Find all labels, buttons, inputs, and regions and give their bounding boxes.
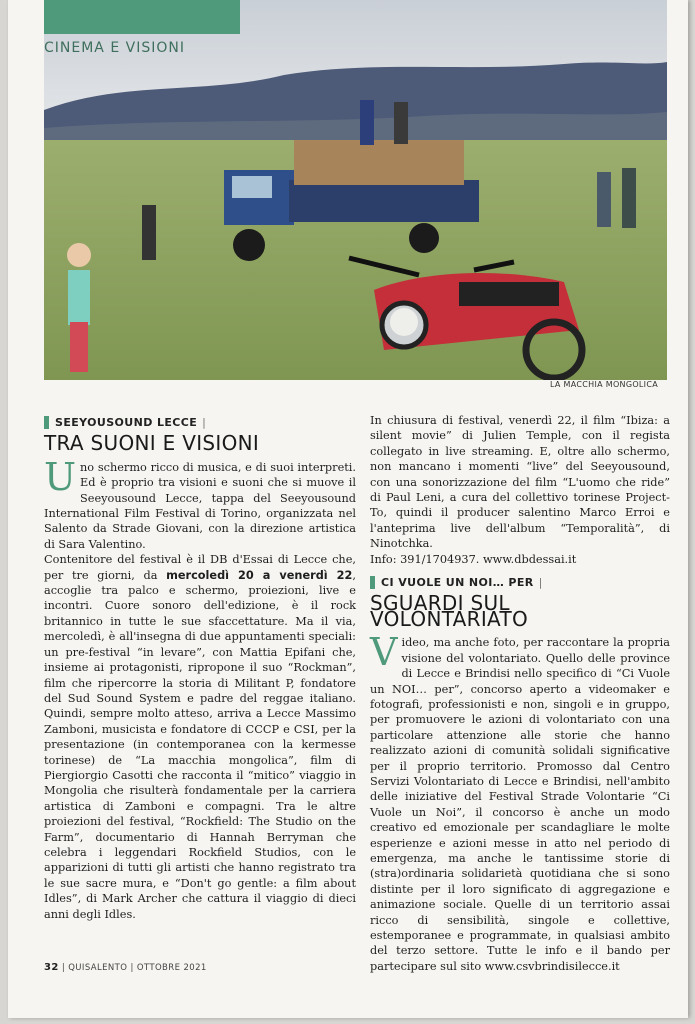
article2-title: SGUARDI SUL VOLONTARIATO <box>370 591 529 631</box>
article2-kicker-text: CI VUOLE UN NOI… PER <box>381 576 534 590</box>
article1-body-b: , accoglie tra palco e schermo, proiezioni, live e incontri. Cuore sonoro dell'edizione, è il rock britannico in tutte le sue sfaccettature. Ma il via, mercoledì, è all'insegna di due appuntamenti speciali: un pre-festival “in levare”, con Mattia Epifani che, insieme ai protagonisti, ripropone il suo “Rockman”, film che ripercorre la storia di Militant P, fondatore del Sud Sound System e padre del reggae italiano. Quindi, sempre molto atteso, arriva a Lecce Massimo Zamboni, musicista e fondatore di CCCP e CSI, per la presentazione (in contemporanea con la kermesse torinese) de “La macchia mongolica”, film di Piergiorgio Casotti che racconta il “mitico” viaggio in Mongolia che risulterà fondamentale per la carriera artistica di Zamboni e compagni. Tra le altre proiezioni del festival, “Rockfield: The Studio on the Farm”, documentario di Hannah Berryman che celebra i leggendari Rockfield Studios, con le apparizioni di tutti gli artisti che hanno registrato tra le sue sacre mura, e “Don't go gentle: a film about Idles”, di Mark Archer che cattura il viaggio di dieci anni degli Idles. <box>44 568 356 921</box>
photo-caption: LA MACCHIA MONGOLICA <box>549 380 658 389</box>
header-accent-bar <box>44 0 240 34</box>
footer-separator: | <box>61 963 69 973</box>
article2-body <box>370 630 670 974</box>
magazine-name: QUISALENTO <box>68 963 128 973</box>
article1-kicker-text: SEEYOUSOUND LECCE <box>55 416 198 429</box>
article2-dropcap: V <box>370 630 398 675</box>
article1-body <box>44 552 356 922</box>
page-number: 32 <box>44 962 59 973</box>
article2-kicker <box>370 575 670 590</box>
article1-continued: In chiusura di festival, venerdì 22, il film “Ibiza: a silent movie” di Julien Temple, con il regista collegato in live streaming. E, oltre allo schermo, non mancano i momenti “live” del Seeyousound, con una sonorizzazione del film “L'uomo che ride” di Paul Leni, a cura del collettivo torinese Project-To, quindi il producer salentino Marco Erroi e l'anteprima live dell'album “Temporalità”, di Ninotchka. <box>370 414 670 551</box>
article2-body-text: ideo, ma anche foto, per raccontare la propria visione del volontariato. Quello delle province di Lecce e Brindisi nello specifico di “Ci Vuole un NOI… per”, concorso aperto a videomaker e fotografi, professionisti e non, singoli e in gruppo, per promuovere le azioni di volontariato con una particolare attenzione alle storie che hanno realizzato azioni di comunità solidali significative per il proprio territorio. Promosso dal Centro Servizi Volontariato di Lecce e Brindisi, nell'ambito delle iniziative del Festival Strade Volontarie “Ci Vuole un Noi”, il concorso è anche un modo creativo ed emozionale per scandagliare le molte esperienze e azioni messe in atto nel periodo di emergenza, ma anche le tantissime storie di (stra)ordinaria solidarietà quotidiana che si sono distinte per il loro significato di aggregazione e animazione sociale. Quelle di un territorio assai ricco di sensibilità, singole e collettive, estemporanee e programmate, in qualsiasi ambito del terzo settore. Tutte le info e il bando per partecipare sul sito www.csvbrindisilecce.it <box>370 636 670 973</box>
section-label: CINEMA E VISIONI <box>44 40 185 56</box>
kicker-bar-icon <box>44 416 49 429</box>
article-left-column <box>44 415 356 922</box>
article1-title: TRA SUONI E VISIONI <box>44 431 260 456</box>
kicker-separator: | <box>538 576 543 590</box>
article1-kicker <box>44 415 356 430</box>
article1-intro-text: no schermo ricco di musica, e di suoi interpreti. Ed è proprio tra visioni e suoni che si muove il Seeyousound Lecce, tappa del Seeyousound International Film Festival di Torino, organizzata nel Salento da Strade Giovani, con la direzione artistica di Sara Valentino. <box>44 460 356 551</box>
footer-separator: | <box>130 963 137 973</box>
photo-illustration <box>44 0 667 380</box>
page-footer <box>44 962 207 973</box>
article1-info: Info: 391/1704937. www.dbdessai.it <box>370 552 577 566</box>
magazine-page <box>8 0 688 1018</box>
article1-intro <box>44 454 356 552</box>
article1-dropcap: U <box>44 454 77 499</box>
kicker-separator: | <box>202 416 207 429</box>
kicker-bar-icon <box>370 576 375 589</box>
article-right-column <box>370 413 670 974</box>
issue-date: OTTOBRE 2021 <box>136 963 207 973</box>
article1-dates: mercoledì 20 a venerdì 22 <box>166 568 353 582</box>
mongolia-photo <box>44 0 667 380</box>
article1-body-a: Contenitore del festival è il DB d'Essai di Lecce che, per tre giorni, da <box>44 553 356 582</box>
